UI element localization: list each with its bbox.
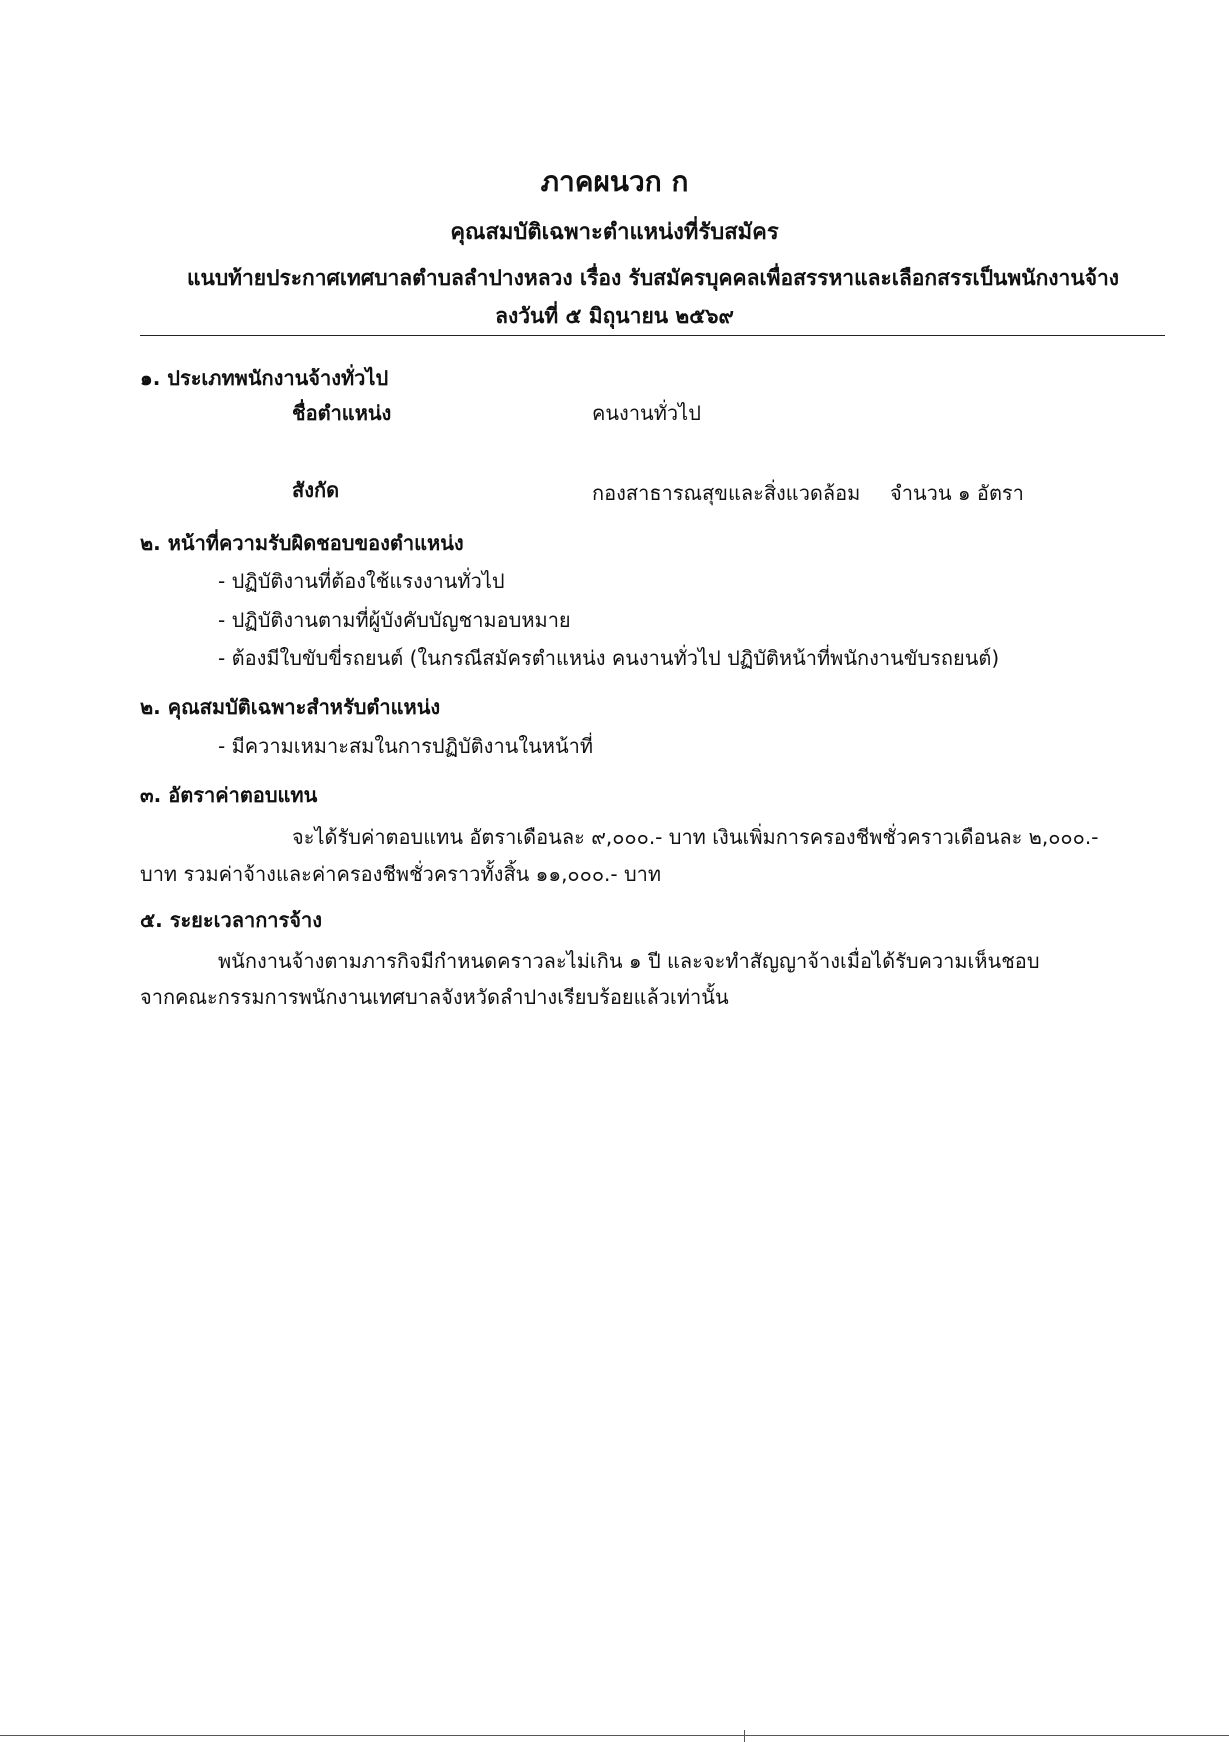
page-bottom-edge — [0, 1735, 1229, 1736]
position-label: ชื่อตำแหน่ง — [292, 401, 392, 425]
unit-value: กองสาธารณสุขและสิ่งแวดล้อม — [592, 481, 861, 505]
section-5-heading: ๕. ระยะเวลาการจ้าง — [140, 908, 322, 932]
section-2-heading: ๒. หน้าที่ความรับผิดชอบของตำแหน่ง — [140, 531, 464, 555]
document-title: ภาคผนวก ก — [540, 165, 689, 198]
announcement-date: ลงวันที่ ๕ มิถุนายน ๒๕๖๙ — [495, 304, 734, 328]
section-3-heading: ๒. คุณสมบัติเฉพาะสำหรับตำแหน่ง — [140, 695, 441, 719]
employment-period-line-2: จากคณะกรรมการพนักงานเทศบาลจังหวัดลำปางเรียบร้อยแล้วเท่านั้น — [140, 985, 729, 1009]
compensation-line-2: บาท รวมค่าจ้างและค่าครองชีพชั่วคราวทั้งสิ้น ๑๑,๐๐๐.- บาท — [140, 862, 662, 886]
duty-item: - ปฏิบัติงานที่ต้องใช้แรงงานทั่วไป — [218, 569, 505, 593]
position-value: คนงานทั่วไป — [592, 401, 701, 425]
announcement-reference: แนบท้ายประกาศเทศบาลตำบลลำปางหลวง เรื่อง รับสมัครบุคคลเพื่อสรรหาและเลือกสรรเป็นพนักงานจ้าง — [186, 266, 1120, 290]
position-count: จำนวน ๑ อัตรา — [890, 481, 1024, 505]
compensation-line-1: จะได้รับค่าตอบแทน อัตราเดือนละ ๙,๐๐๐.- บาท เงินเพิ่มการครองชีพชั่วคราวเดือนละ ๒,๐๐๐.- — [292, 825, 1099, 849]
page-bottom-tick — [744, 1730, 745, 1742]
section-4-heading: ๓. อัตราค่าตอบแทน — [140, 783, 318, 807]
duty-item: - ปฏิบัติงานตามที่ผู้บังคับบัญชามอบหมาย — [218, 608, 571, 632]
unit-label: สังกัด — [292, 478, 340, 502]
header-divider — [140, 335, 1165, 336]
employment-period-line-1: พนักงานจ้างตามภารกิจมีกำหนดคราวละไม่เกิน ๑ ปี และจะทำสัญญาจ้างเมื่อได้รับความเห็นชอบ — [218, 949, 1040, 973]
qualification-item: - มีความเหมาะสมในการปฏิบัติงานในหน้าที่ — [218, 734, 594, 758]
section-1-heading: ๑. ประเภทพนักงานจ้างทั่วไป — [140, 366, 389, 390]
document-subtitle: คุณสมบัติเฉพาะตำแหน่งที่รับสมัคร — [450, 220, 779, 245]
duty-item: - ต้องมีใบขับขี่รถยนต์ (ในกรณีสมัครตำแหน่ง คนงานทั่วไป ปฏิบัติหน้าที่พนักงานขับรถยนต์) — [218, 646, 1000, 670]
